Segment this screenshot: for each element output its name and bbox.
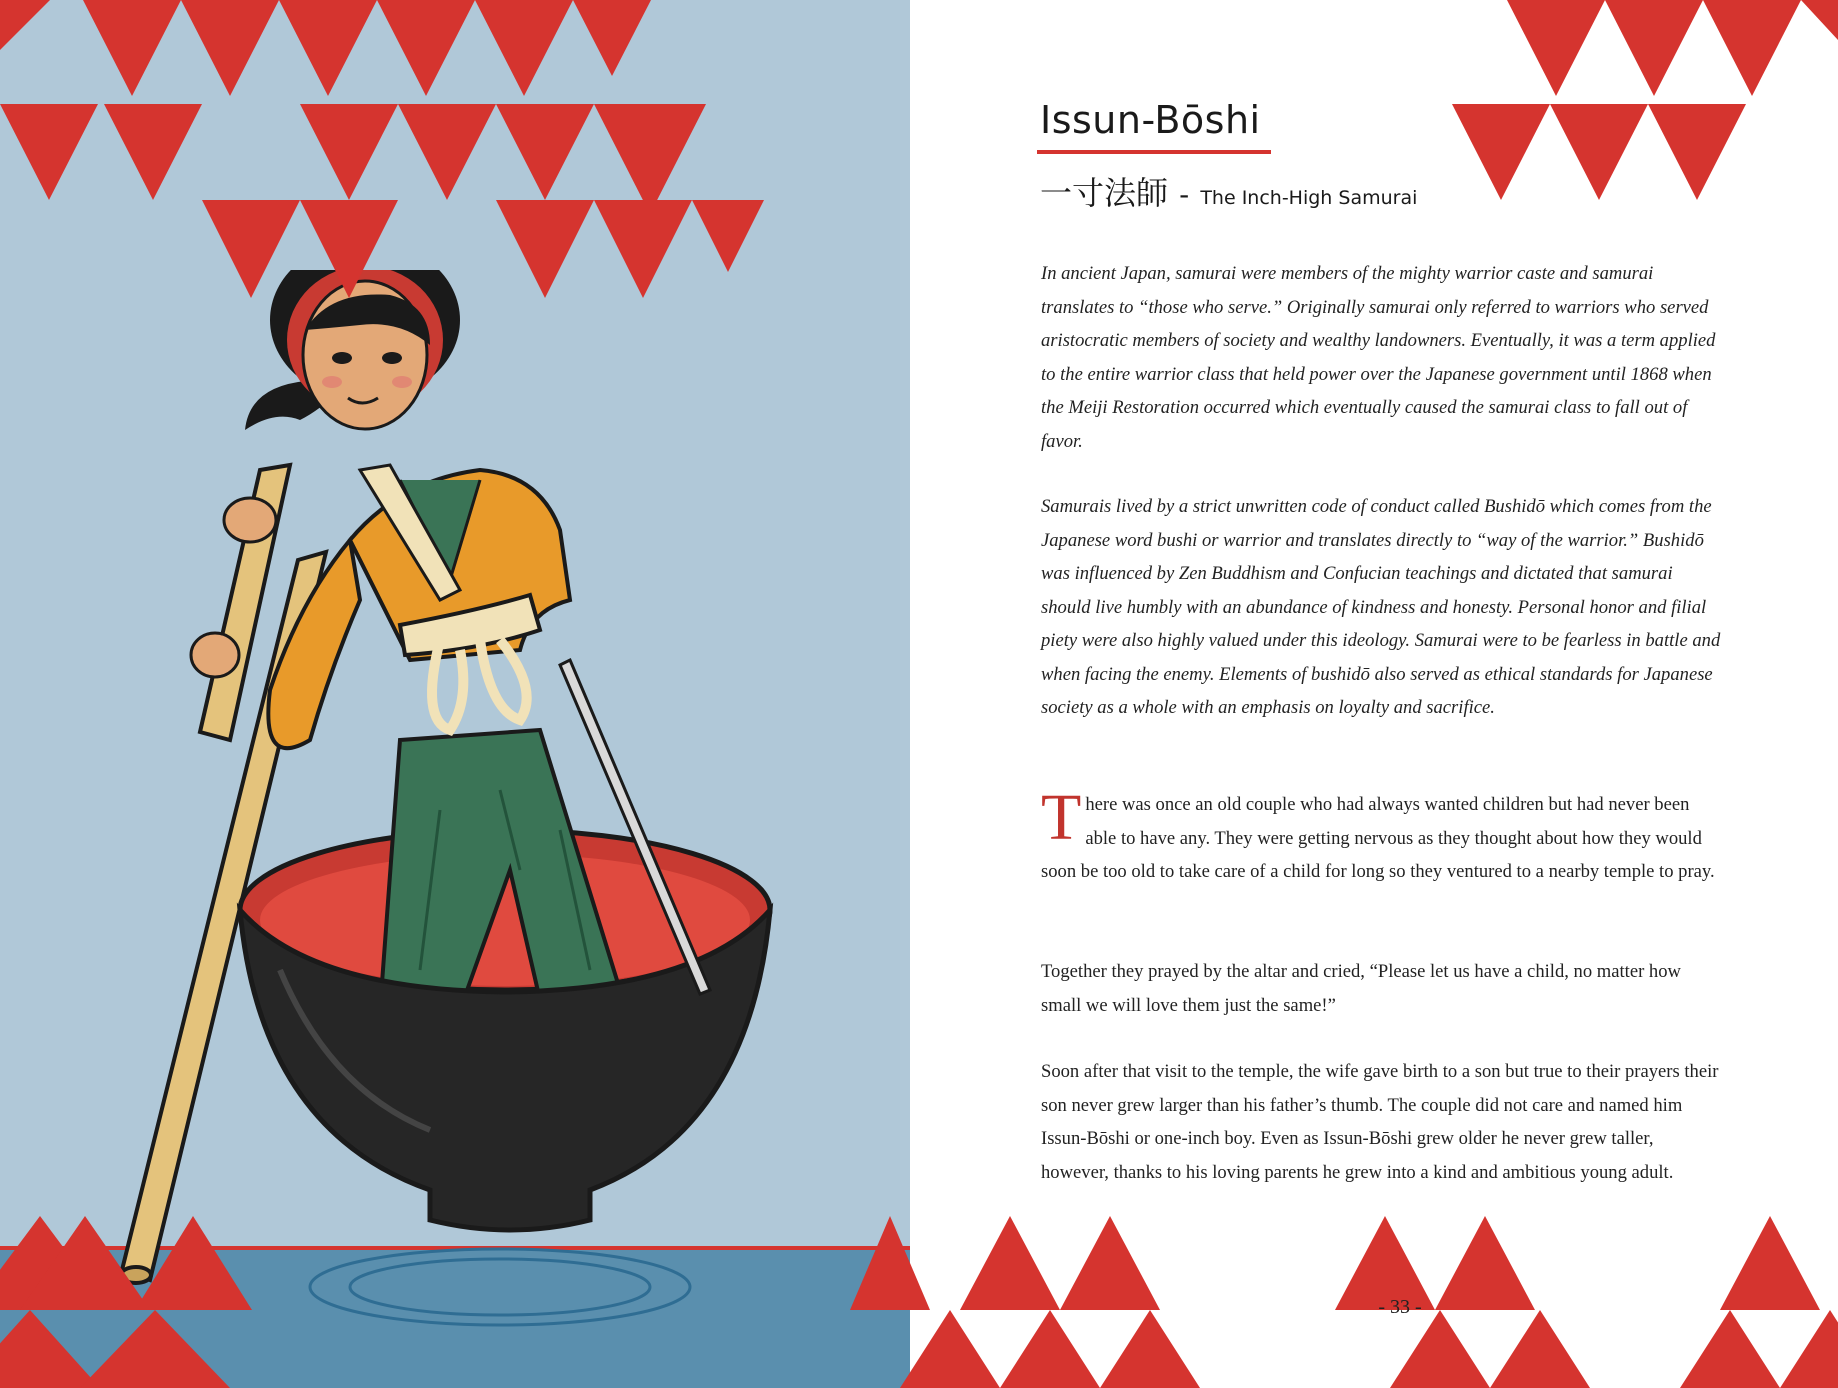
- story-title: Issun-Bōshi: [1040, 98, 1261, 142]
- subtitle-dash: -: [1179, 178, 1190, 211]
- drop-cap-letter: T: [1041, 781, 1082, 854]
- intro-paragraph-history: In ancient Japan, samurai were members of the mighty warrior caste and samurai translates to “those who serve.” Originally samurai only referred to warriors who served aristocratic members of society and wealthy landowners. Eventually, it was a term applied to the entire warrior class that held power over the Japanese government until 1868 when the Meiji Restoration occurred which eventually caused the samurai class to fall out of favor.: [1041, 263, 1716, 452]
- title-underline: [1037, 150, 1271, 154]
- story-subtitle: [1040, 168, 1417, 214]
- story-paragraph-prayer: Together they prayed by the altar and cried, “Please let us have a child, no matter how small we will love them just the same!”: [1041, 961, 1681, 1016]
- subtitle-english: The Inch-High Samurai: [1200, 187, 1418, 209]
- intro-paragraph-bushido: Samurais lived by a strict unwritten code of conduct called Bushidō which comes from the Japanese word bushi or warrior and translates directly to “way of the warrior.” Bushidō was influenced by Zen Buddhism and Confucian teachings and dictated that samurai should live humbly with an abundance of kindness and honesty. Personal honor and filial piety were also highly valued under this ideology. Samurai were to be fearless in battle and when facing the enemy. Elements of bushidō also served as ethical standards for Japanese society as a whole with an emphasis on loyalty and sacrifice.: [1041, 496, 1721, 718]
- subtitle-kanji: 一寸法師: [1040, 174, 1169, 212]
- page-number: - 33 -: [1378, 1296, 1422, 1318]
- story-paragraph-opening: [1041, 781, 1721, 889]
- story-opening-text: here was once an old couple who had always wanted children but had never been able to have any. They were getting nervous as they thought about how they would soon be too old to take care of a child for long so they ventured to a nearby temple to pray.: [1041, 794, 1715, 882]
- story-paragraph-birth: Soon after that visit to the temple, the wife gave birth to a son but true to their prayers their son never grew larger than his father’s thumb. The couple did not care and named him Issun-Bōshi or one-inch boy. Even as Issun-Bōshi grew older he never grew taller, however, thanks to his loving parents he grew into a kind and ambitious young adult.: [1041, 1061, 1719, 1183]
